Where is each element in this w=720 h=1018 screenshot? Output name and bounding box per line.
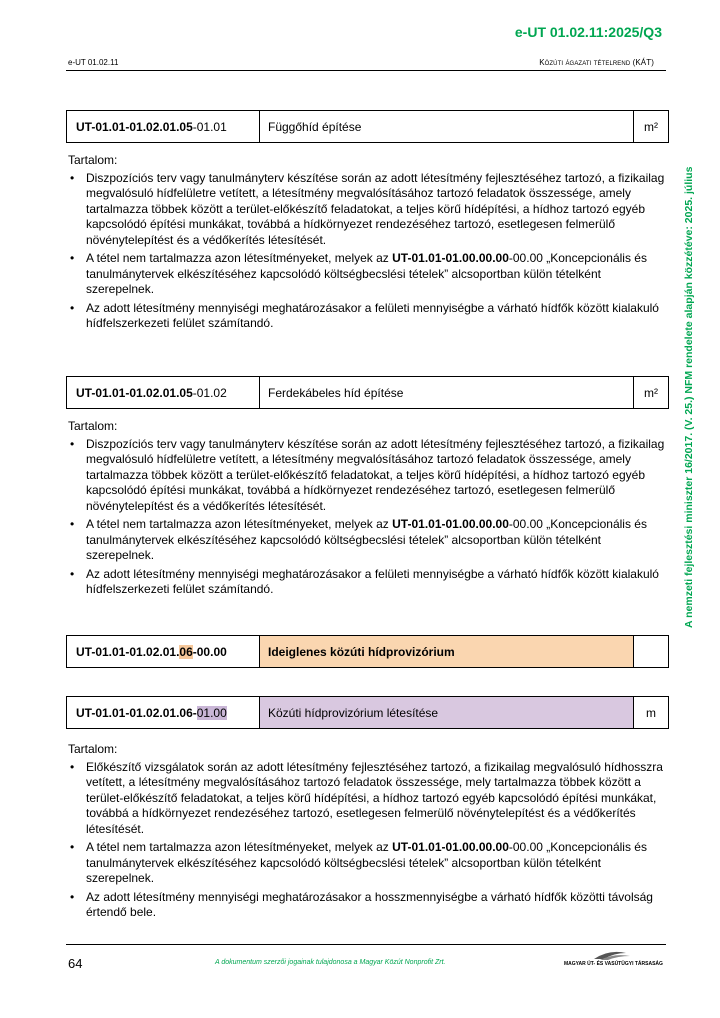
header-divider	[66, 70, 666, 71]
reference-code-bold: UT-01.01-01.00.00.00	[392, 251, 509, 265]
reference-code-bold: UT-01.01-01.00.00.00	[392, 517, 509, 531]
group-code	[67, 636, 260, 667]
item-code	[67, 697, 260, 728]
item-code-highlight: 01.00	[196, 705, 227, 720]
item-name: Ferdekábeles híd építése	[260, 377, 634, 408]
group-name: Ideiglenes közúti hídprovizórium	[260, 636, 634, 667]
item-unit: m²	[644, 385, 658, 400]
reference-code-suffix: -00.00	[508, 840, 543, 854]
bullet-text: „Koncepcionális és tanulmánytervek elkészítéséhez kapcsolódó költségbecslési tételek” alcsoportban külön tételként szerepelnek.	[86, 840, 647, 885]
item-code	[67, 377, 260, 408]
bullet-item: • Diszpozíciós terv vagy tanulmányterv készítése során az adott létesítmény fejlesztéséhez tartozó, a fizikailag megvalósuló hídfelületre vetített, a létesítmény megvalósításához tartozó feladatok összessége, amely tartalmazza többek között a terület-előkészítő feladatokat, a teljes körű hídépítési, a hídhoz tartozó egyéb kapcsolódó építési munkákat, továbbá a hídkörnyezet rendezéséhez tartozó, esetlegesen felmerülő növénytelepítést és a védőkerítés létesítését.	[86, 171, 668, 249]
item-name: Függőhíd építése	[260, 111, 634, 142]
content-bullets	[68, 437, 668, 598]
bullet-text: „Koncepcionális és tanulmánytervek elkészítéséhez kapcsolódó költségbecslési tételek” alcsoportban külön tételként szerepelnek.	[86, 251, 647, 296]
item-content-3	[68, 742, 668, 924]
item-row-1	[66, 110, 669, 143]
item-name: Közúti hídprovizórium létesítése	[260, 697, 634, 728]
bullet-item: • Az adott létesítmény mennyiségi meghatározásakor a felületi mennyiségbe a várható hídfők között kialakuló hídfelszerkezeti felület számítandó.	[86, 567, 668, 598]
item-code-suffix: -01.02	[192, 385, 227, 400]
group-code-suffix: -00.00	[192, 644, 227, 659]
bullet-text: A tétel nem tartalmazza azon létesítményeket, melyek az	[86, 840, 393, 854]
item-row-2	[66, 376, 669, 409]
footer-divider	[66, 944, 666, 945]
item-unit: m	[646, 705, 656, 720]
item-code	[67, 111, 260, 142]
content-bullets	[68, 171, 668, 332]
content-label: Tartalom:	[68, 742, 118, 756]
group-unit	[634, 636, 668, 667]
item-content-2	[68, 419, 668, 601]
bullet-text: A tétel nem tartalmazza azon létesítményeket, melyek az	[86, 251, 393, 265]
logo-caption: MAGYAR ÚT- ÉS VASÚTÜGYI TÁRSASÁG	[564, 961, 663, 967]
item-code-suffix: -01.01	[192, 119, 227, 134]
item-unit: m²	[644, 119, 658, 134]
reference-code-suffix: -00.00	[508, 517, 543, 531]
header-right-text: Közúti ágazati tételrend (KÁT)	[539, 58, 654, 67]
copyright-note: A dokumentum szerzői jogainak tulajdonosa a Magyar Közút Nonprofit Zrt.	[215, 959, 446, 966]
bullet-item	[86, 840, 668, 887]
group-row	[66, 635, 669, 668]
group-code-highlight: 06	[179, 644, 193, 659]
reference-code-suffix: -00.00	[508, 251, 543, 265]
reference-code-bold: UT-01.01-01.00.00.00	[392, 840, 509, 854]
item-row-3	[66, 696, 669, 729]
content-label: Tartalom:	[68, 419, 118, 433]
item-code-bold: UT-01.01-01.02.01.05	[76, 385, 193, 400]
bullet-item	[86, 517, 668, 564]
side-publication-note: A nemzeti fejlesztési miniszter 16/2017. (V. 25.) NFM rendelete alapján közzétéve: 2025. július	[683, 166, 695, 628]
bullet-item: • Az adott létesítmény mennyiségi meghatározásakor a hosszmennyiségbe a várható hídfők közötti távolság értendő bele.	[86, 890, 668, 921]
bullet-text: „Koncepcionális és tanulmánytervek elkészítéséhez kapcsolódó költségbecslési tételek” alcsoportban külön tételként szerepelnek.	[86, 517, 647, 562]
content-bullets	[68, 760, 668, 921]
bullet-text: A tétel nem tartalmazza azon létesítményeket, melyek az	[86, 517, 393, 531]
header-left-text: e-UT 01.02.11	[68, 58, 119, 67]
bullet-item	[86, 251, 668, 298]
group-code-prefix: UT-01.01-01.02.01.	[76, 644, 180, 659]
item-code-prefix: UT-01.01-01.02.01.06-	[76, 705, 197, 720]
page-number: 64	[68, 956, 83, 971]
bullet-item: • Az adott létesítmény mennyiségi meghatározásakor a felületi mennyiségbe a várható hídfők között kialakuló hídfelszerkezeti felület számítandó.	[86, 301, 668, 332]
item-code-bold: UT-01.01-01.02.01.05	[76, 119, 193, 134]
content-label: Tartalom:	[68, 153, 118, 167]
document-code: e-UT 01.02.11:2025/Q3	[514, 24, 662, 40]
bullet-item: • Előkészítő vizsgálatok során az adott létesítmény fejlesztéséhez tartozó, a fizikailag megvalósuló hídhosszra vetített, a létesítmény megvalósításához tartozó feladatok összessége, mely tartalmazza többek között a terület-előkészítő feladatokat, a teljes körű hídépítési, a hídhoz tartozó egyéb kapcsolódó építési munkákat, továbbá a hídkörnyezet rendezéséhez tartozó, esetlegesen felmerülő növénytelepítést és a védőkerítés létesítését.	[86, 760, 668, 838]
bullet-item: • Diszpozíciós terv vagy tanulmányterv készítése során az adott létesítmény fejlesztéséhez tartozó, a fizikailag megvalósuló hídfelületre vetített, a létesítmény megvalósításához tartozó feladatok összessége, amely tartalmazza többek között a terület-előkészítő feladatokat, a teljes körű hídépítési, a hídhoz tartozó egyéb kapcsolódó építési munkákat, továbbá a hídkörnyezet rendezéséhez tartozó, esetlegesen felmerülő növénytelepítést és a védőkerítés létesítését.	[86, 437, 668, 515]
item-content-1	[68, 153, 668, 335]
